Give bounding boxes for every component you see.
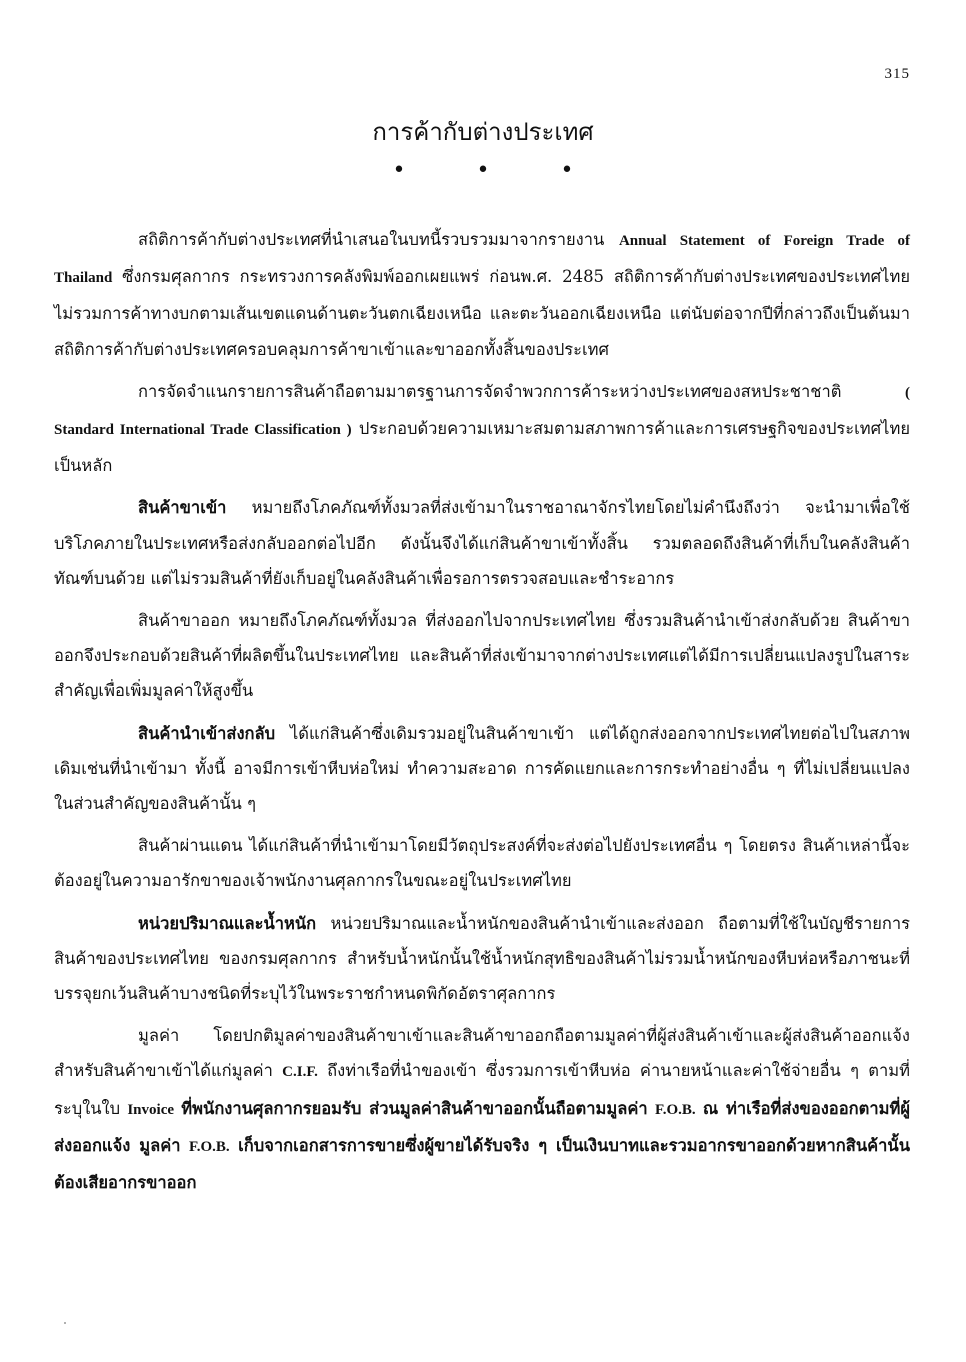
term-exports: สินค้าขาออก	[138, 611, 231, 631]
paragraph-units	[54, 906, 910, 1012]
paragraph-source	[54, 222, 910, 367]
term-units: หน่วยปริมาณและน้ำหนัก	[138, 913, 317, 933]
value-invoice: Invoice	[127, 1101, 175, 1118]
paragraph-transit	[54, 828, 910, 898]
term-value: มูลค่า	[138, 1026, 180, 1046]
paragraph-classification-text-a: การจัดจำแนกรายการสินค้าถือตามมาตรฐานการจัดจำพวกการค้าระหว่างประเทศของสหประชาชาติ	[138, 381, 842, 401]
value-fob-2: F.O.B.	[188, 1138, 230, 1155]
value-cif: C.I.F.	[282, 1064, 318, 1081]
term-imports: สินค้าขาเข้า	[138, 498, 227, 518]
definition-exports: หมายถึงโภคภัณฑ์ทั้งมวล ที่ส่งออกไปจากประเทศไทย ซึ่งรวมสินค้านำเข้าส่งกลับด้วย สินค้าขาออกจึงประกอบด้วยสินค้าที่ผลิตขึ้นในประเทศไทย และสินค้าที่ส่งเข้ามาจากต่างประเทศแต่ได้มีการเปลี่ยนแปลงรูปในสาระสำคัญเพื่อเพิ่มมูลค่าให้สูงขึ้น	[54, 611, 910, 701]
paragraph-classification	[54, 374, 910, 484]
paragraph-exports	[54, 603, 910, 709]
paragraph-value	[54, 1018, 910, 1200]
page-title: การค้ากับต่างประเทศ	[372, 118, 594, 146]
definition-re-exports: ได้แก่สินค้าซึ่งเดิมรวมอยู่ในสินค้าขาเข้า แต่ได้ถูกส่งออกจากประเทศไทยต่อไปในสภาพเดิมเช่นที่นำเข้ามา ทั้งนี้ อาจมีการเข้าหีบห่อใหม่ ทำความสะอาด การคัดแยกและการกระทำอย่างอื่น ๆ ที่ไม่เปลี่ยนแปลงในส่วนสำคัญของสินค้านั้น ๆ	[54, 723, 910, 814]
ornament-dots: • • •	[392, 158, 606, 183]
page-number: 315	[884, 66, 910, 82]
paragraph-imports	[54, 490, 910, 596]
paragraph-source-text-a: สถิติการค้ากับต่างประเทศที่นำเสนอในบทนี้รวบรวมมาจากรายงาน	[138, 230, 605, 249]
value-fob-1: F.O.B.	[654, 1101, 696, 1118]
value-text-1: โดยปกติมูลค่าของสินค้าขาเข้าและสินค้าขาออกถือตามมูลค่าที่ผู้ส่งสินค้าเข้าและผู้ส่งสินค้าออกแจ้ง สำหรับสินค้าขาเข้าได้แก่มูลค่า	[54, 1026, 910, 1081]
paragraph-source-english-title: Annual Statement of Foreign Trade of Thailand	[54, 233, 911, 287]
scan-speck	[64, 1322, 66, 1324]
value-text-4: ณ ท่าเรือที่ส่งของออกตามที่ผู้ส่งออกแจ้ง มูลค่า	[54, 1098, 911, 1155]
definition-transit: ได้แก่สินค้าที่นำเข้ามาโดยมีวัตถุประสงค์ที่จะส่งต่อไปยังประเทศอื่น ๆ โดยตรง สินค้าเหล่านี้จะต้องอยู่ในความอารักขาของเจ้าพนักงานศุลกากรในขณะอยู่ในประเทศไทย	[54, 836, 910, 891]
paragraph-classification-text-c: ประกอบด้วยความเหมาะสมตามสภาพการค้าและการเศรษฐกิจของประเทศไทยเป็นหลัก	[54, 419, 910, 476]
term-re-exports: สินค้านำเข้าส่งกลับ	[138, 723, 276, 743]
definition-units: หน่วยปริมาณและน้ำหนักของสินค้านำเข้าและส่งออก ถือตามที่ใช้ในบัญชีรายการสินค้าของประเทศไทย ของกรมศุลกากร สำหรับน้ำหนักนั้นใช้น้ำหนักสุทธิของสินค้าไม่รวมน้ำหนักของหีบห่อหรือภาชนะที่บรรจุยกเว้นสินค้าบางชนิดที่ระบุไว้ในพระราชกำหนดพิกัดอัตราศุลกากร	[54, 913, 910, 1004]
term-transit: สินค้าผ่านแดน	[138, 836, 243, 856]
body-text	[54, 222, 910, 1207]
value-text-2: ถึงท่าเรือที่นำของเข้า ซึ่งรวมการเข้าหีบห่อ ค่านายหน้าและค่าใช้จ่ายอื่น ๆ ตามที่ระบุในใบ	[54, 1061, 910, 1118]
definition-imports: หมายถึงโภคภัณฑ์ทั้งมวลที่ส่งเข้ามาในราชอาณาจักรไทยโดยไม่คำนึงถึงว่า จะนำมาเพื่อใช้บริโภคภายในประเทศหรือส่งกลับออกต่อไปอีก ดังนั้นจึงได้แก่สินค้าขาเข้าทั้งสิ้น รวมตลอดถึงสินค้าที่เก็บในคลังสินค้าทัณฑ์บนด้วย แต่ไม่รวมสินค้าที่ยังเก็บอยู่ในคลังสินค้าเพื่อรอการตรวจสอบและชำระอากร	[54, 498, 910, 588]
value-text-3: ที่พนักงานศุลกากรยอมรับ ส่วนมูลค่าสินค้าขาออกนั้นถือตามมูลค่า	[181, 1098, 648, 1118]
paragraph-re-exports	[54, 716, 910, 822]
paragraph-source-text-c: ซึ่งกรมศุลกากร กระทรวงการคลังพิมพ์ออกเผยแพร่ ก่อนพ.ศ. 2485 สถิติการค้ากับต่างประเทศของประเทศไทย ไม่รวมการค้าทางบกตามเส้นเขตแดนด้านตะวันตกเฉียงเหนือ และตะวันออกเฉียงเหนือ แต่นับต่อจากปีที่กล่าวถึงเป็นต้นมา สถิติการค้ากับต่างประเทศครอบคลุมการค้าขาเข้าและขาออกทั้งสิ้นของประเทศ	[54, 267, 910, 359]
paragraph-classification-english: ( Standard International Trade Classification )	[54, 384, 910, 439]
value-text-5: เก็บจากเอกสารการขายซึ่งผู้ขายได้รับจริง ๆ เป็นเงินบาทและรวมอากรขาออกด้วยหากสินค้านั้นต้องเสียอากรขาออก	[54, 1135, 910, 1193]
